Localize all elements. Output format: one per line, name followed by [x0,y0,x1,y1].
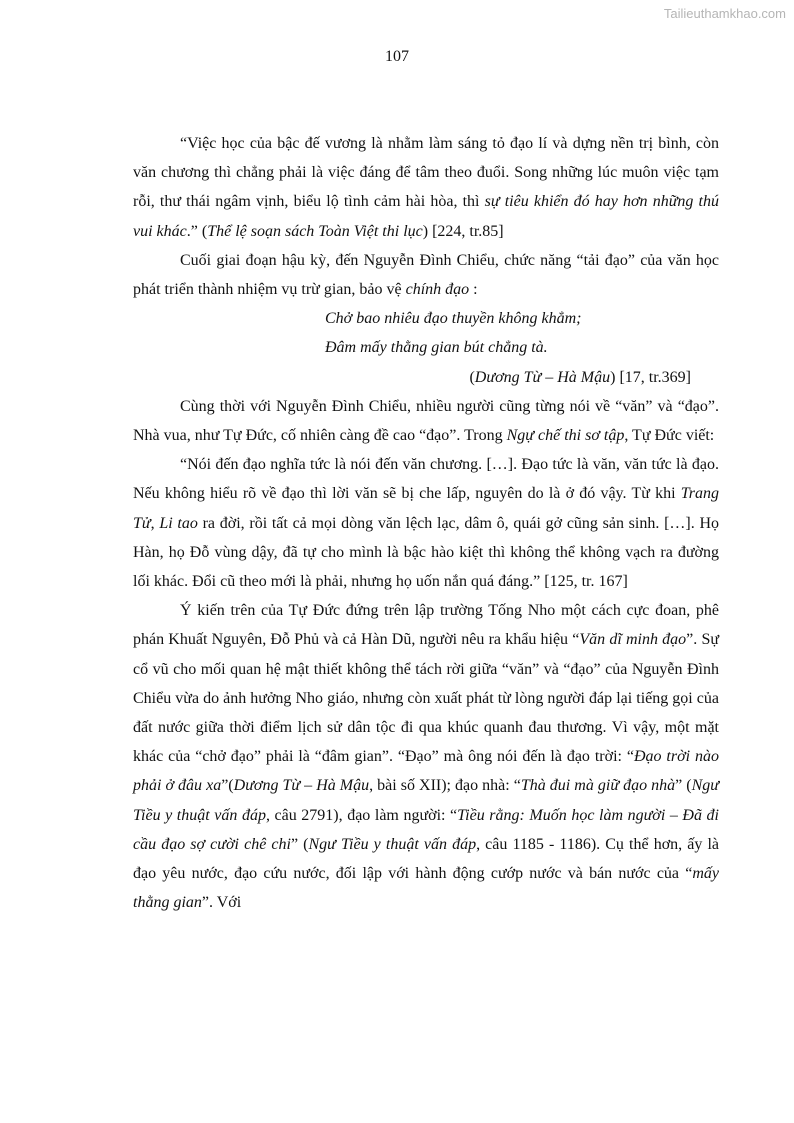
watermark: Tailieuthamkhao.com [663,6,786,21]
paragraph-quote-emperor [133,129,719,246]
book-title: Trang Tử [133,485,719,532]
poem-line-1: Chở bao nhiêu đạo thuyền không khẳm; [325,310,582,328]
document-body [133,129,719,917]
book-title: Ngự chế thi sơ tập [506,427,625,445]
paragraph-tu-duc-intro [133,392,719,450]
italic-phrase: sự tiêu khiển đó hay hơn những thú vui khác [133,193,720,240]
text-span: Cuối giai đoạn hậu kỳ, đến Nguyễn Đình Chiểu, chức năng “tải đạo” của văn học phát triển thành nhiệm vụ trừ gian, bảo vệ [133,251,719,299]
text-span: Cùng thời với Nguyễn Đình Chiểu, nhiều người cũng từng nói về “văn” và “đạo”. Nhà vua, như Tự Đức, cố nhiên càng đề cao “đạo”. Trong [133,397,719,445]
text-span: “Việc học của bậc đế vương là nhằm làm sáng tỏ đạo lí và dựng nền trị bình, còn văn chương thì chẳng phải là việc đáng để tâm theo đuổi. Song những lúc muôn việc tạm rỗi, thư thái ngâm vịnh, biểu lộ tình cảm hài hòa, thì [133,135,719,211]
italic-phrase: chính đạo [405,281,470,299]
italic-phrase: Văn dĩ minh đạo [579,631,687,649]
book-title: Ngư Tiều y thuật vấn đáp [133,777,719,824]
text-span: , bài số XII); đạo nhà: “ [369,777,521,795]
citation: ) [224, tr.85] [422,222,504,240]
text-span: : [469,281,478,299]
quote-italic: mấy thằng gian [133,865,719,912]
paragraph-tu-duc-quote [133,450,719,596]
text-span: , Tự Đức viết: [624,427,715,445]
citation: ) [17, tr.369] [610,368,691,386]
text-span: ” ( [290,835,309,853]
text-span: ( [469,368,475,386]
text-span: “Nói đến đạo nghĩa tức là nói đến văn chương. […]. Đạo tức là văn, văn tức là đạo. Nếu không hiểu rõ về đạo thì lời văn sẽ bị che lấp, nguyên do là ở đó vậy. Từ khi [133,456,719,503]
text-span: ”. Với [201,894,242,912]
book-title: Li tao [159,514,198,532]
book-title: Thể lệ soạn sách Toàn Việt thi lục [207,222,423,240]
book-title: Dương Từ – Hà Mậu [474,368,611,386]
paragraph-nguyen-dinh-chieu [133,246,719,304]
paragraph-analysis [133,596,719,917]
text-span: ”. Sự cổ vũ cho mối quan hệ mật thiết không thể tách rời giữa “văn” và “đạo” của Nguyễn Đình Chiểu vừa do ảnh hưởng Nho giáo, nhưng còn xuất phát từ lòng người đáp lại tiếng gọi của đất nước giữa thời điểm lịch sử dân tộc đi qua khúc quanh đau thương. Vì vậy, một mặt khác của “chở đạo” phải là “đâm gian”. “Đạo” mà ông nói đến là đạo trời: “ [133,631,720,766]
text-span: ra đời, rồi tất cả mọi dòng văn lệch lạc, dâm ô, quái gở cũng sản sinh. […]. Họ Hàn, họ Đỗ vùng dậy, đã tự cho mình là bậc hào kiệt thì không thể không vạch ra đường lối khác. Đổi cũ theo mới là phải, nhưng họ uốn nắn quá đáng.” [125, tr. 167] [133,514,720,591]
book-title: Ngư Tiều y thuật vấn đáp [308,835,477,853]
book-title: Dương Từ – Hà Mậu [233,777,370,795]
text-span: Ý kiến trên của Tự Đức đứng trên lập trường Tống Nho một cách cực đoan, phê phán Khuất Nguyên, Đỗ Phủ và cả Hàn Dũ, người nêu ra khẩu hiệu “ [133,602,719,649]
text-span: .” ( [186,222,208,240]
text-span: ”( [221,777,234,795]
poem-line-2: Đâm mấy thằng gian bút chẳng tà. [325,339,548,357]
text-span: , [150,514,160,532]
page-number: 107 [385,48,409,65]
text-span: ” ( [675,777,692,795]
poem-source [133,363,719,392]
text-span: , câu 2791), đạo làm người: “ [265,806,458,824]
quote-italic: Đạo trời nào phải ở đâu xa [133,748,719,795]
quote-italic: Thà đui mà giữ đạo nhà [520,777,676,795]
text-span: , câu 1185 - 1186). Cụ thể hơn, ấy là đạo yêu nước, đạo cứu nước, đối lập với hành động cướp nước và bán nước của “ [133,835,720,883]
quote-italic: Tiều rằng: Muốn học làm người – Đã đi cầu đạo sợ cười chê chi [133,806,720,853]
